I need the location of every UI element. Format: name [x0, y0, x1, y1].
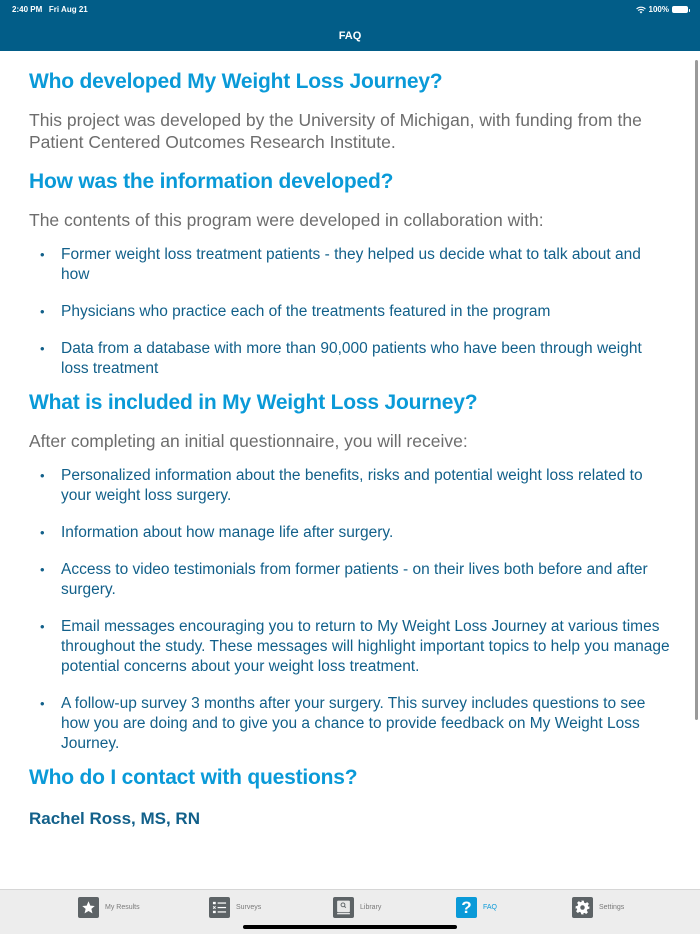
bullet-list: [29, 466, 672, 754]
tab-surveys[interactable]: Surveys: [209, 897, 261, 918]
tab-settings[interactable]: Settings: [572, 897, 624, 918]
tab-my-results[interactable]: My Results: [78, 897, 140, 918]
status-time: 2:40 PM Fri Aug 21: [12, 5, 88, 14]
section-heading: How was the information developed?: [29, 170, 394, 193]
status-indicators: [636, 5, 688, 14]
list-item: • Former weight loss treatment patients - they helped us decide what to talk about and how: [29, 245, 672, 285]
home-indicator[interactable]: [243, 925, 457, 929]
section-text: This project was developed by the University of Michigan, with funding from the Patient Centered Outcomes Research Institute.: [29, 110, 642, 152]
navigation-bar: [0, 0, 700, 51]
list-item: • Data from a database with more than 90,000 patients who have been through weight loss treatment: [29, 339, 672, 379]
section-text: After completing an initial questionnaire, you will receive:: [29, 431, 468, 451]
list-item: • Access to video testimonials from former patients - on their lives both before and after surgery.: [29, 560, 672, 600]
battery-icon: [672, 6, 688, 13]
list-item: • Email messages encouraging you to return to My Weight Loss Journey at various times throughout the study. These messages will highlight important topics to help you manage potential concerns about your weight loss treatment.: [29, 617, 672, 677]
battery-percent: 100%: [648, 5, 669, 14]
faq-content[interactable]: [0, 51, 700, 889]
section-heading: Who developed My Weight Loss Journey?: [29, 70, 443, 93]
list-icon: [209, 897, 230, 918]
tab-bar: [0, 889, 700, 934]
faq-section-developer: [29, 69, 672, 153]
book-icon: [333, 897, 354, 918]
tab-faq[interactable]: ? FAQ: [456, 897, 497, 918]
section-heading: Who do I contact with questions?: [29, 766, 358, 789]
faq-section-information: [29, 169, 672, 379]
tab-library[interactable]: Library: [333, 897, 381, 918]
list-item: • Physicians who practice each of the treatments featured in the program: [29, 302, 672, 322]
star-icon: [78, 897, 99, 918]
section-heading: What is included in My Weight Loss Journey?: [29, 391, 478, 414]
wifi-icon: [636, 6, 646, 14]
faq-section-contact: [29, 765, 672, 829]
scrollbar[interactable]: [695, 60, 698, 720]
page-title: FAQ: [338, 30, 362, 42]
contact-name: Rachel Ross, MS, RN: [29, 809, 200, 828]
section-text: The contents of this program were developed in collaboration with:: [29, 210, 544, 230]
gear-icon: [572, 897, 593, 918]
bullet-list: [29, 245, 672, 379]
list-item: • Personalized information about the benefits, risks and potential weight loss related to your weight loss surgery.: [29, 466, 672, 506]
faq-section-included: [29, 390, 672, 754]
list-item: • A follow-up survey 3 months after your surgery. This survey includes questions to see how you are doing and to give you a chance to provide feedback on My Weight Loss Journey.: [29, 694, 672, 754]
question-icon: ?: [456, 897, 477, 918]
list-item: • Information about how manage life after surgery.: [29, 523, 672, 543]
